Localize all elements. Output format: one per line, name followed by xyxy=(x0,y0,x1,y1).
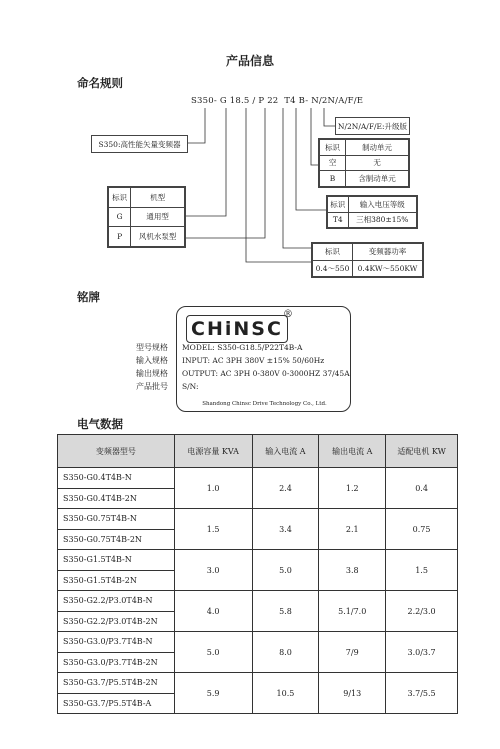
page-title: 产品信息 xyxy=(225,54,274,68)
plate-footer: Shandong Chinsc Drive Technology Co., Ltd. xyxy=(202,401,327,407)
output-current-cell: 5.1/7.0 xyxy=(319,591,386,632)
brand-logo: CHiNSC xyxy=(186,315,288,343)
type-r2c2: 风机水泵型 xyxy=(131,227,185,247)
code-p-power: 22 xyxy=(267,96,279,106)
header-kva: 电源容量 KVA xyxy=(174,435,252,468)
input-current-cell: 3.4 xyxy=(252,509,319,550)
motor-kw-cell: 2.2/3.0 xyxy=(386,591,458,632)
motor-kw-cell: 0.75 xyxy=(386,509,458,550)
label-model: 型号规格 xyxy=(136,343,168,352)
kva-cell: 1.0 xyxy=(174,468,252,509)
model-cell: S350-G2.2/P3.0T4B-N xyxy=(58,591,175,612)
brake-r2c2: 含制动单元 xyxy=(346,171,409,187)
brake-r1c1: 空 xyxy=(320,155,346,171)
model-cell: S350-G0.75T4B-2N xyxy=(58,529,175,550)
output-current-cell: 1.2 xyxy=(319,468,386,509)
table-row xyxy=(58,468,458,489)
input-current-cell: 2.4 xyxy=(252,468,319,509)
plate-serial: S/N: xyxy=(182,382,199,391)
registered-mark: ® xyxy=(283,309,293,320)
motor-kw-cell: 3.0/3.7 xyxy=(386,632,458,673)
code-upgrade: N/2N/A/F/E xyxy=(311,96,364,106)
model-cell: S350-G3.0/P3.7T4B-2N xyxy=(58,652,175,673)
type-r1c1: G xyxy=(109,207,131,227)
brake-r1c2: 无 xyxy=(346,155,409,171)
series-description-box xyxy=(91,135,188,153)
electrical-data-table xyxy=(57,434,458,714)
output-current-cell: 7/9 xyxy=(319,632,386,673)
kva-cell: 5.9 xyxy=(174,673,252,714)
kva-cell: 3.0 xyxy=(174,550,252,591)
table-row xyxy=(58,591,458,612)
model-cell: S350-G3.0/P3.7T4B-N xyxy=(58,632,175,653)
model-cell: S350-G0.75T4B-N xyxy=(58,509,175,530)
model-cell: S350-G0.4T4B-2N xyxy=(58,488,175,509)
model-cell: S350-G2.2/P3.0T4B-2N xyxy=(58,611,175,632)
voltage-r1c2: 三相380±15% xyxy=(348,212,416,228)
brake-h1: 标识 xyxy=(320,140,346,156)
power-h2: 变频器功率 xyxy=(352,244,422,261)
header-motor-kw: 适配电机 KW xyxy=(386,435,458,468)
code-dash-1: - xyxy=(213,96,217,106)
model-cell: S350-G0.4T4B-N xyxy=(58,468,175,489)
type-table xyxy=(107,186,186,248)
code-series: S350 xyxy=(191,96,214,106)
section-electrical-title: 电气数据 xyxy=(77,417,123,431)
output-current-cell: 9/13 xyxy=(319,673,386,714)
code-g: G xyxy=(219,96,227,106)
model-cell: S350-G1.5T4B-2N xyxy=(58,570,175,591)
code-dash-2: - xyxy=(305,96,309,106)
label-output: 输出规格 xyxy=(136,369,168,378)
plate-model: MODEL: S350-G18.5/P22T4B-A xyxy=(182,343,303,352)
input-current-cell: 5.0 xyxy=(252,550,319,591)
voltage-h1: 标识 xyxy=(328,197,349,213)
section-naming-title: 命名规则 xyxy=(77,76,123,90)
type-r2c1: P xyxy=(109,227,131,247)
output-current-cell: 3.8 xyxy=(319,550,386,591)
power-r1c1: 0.4～550 xyxy=(313,260,353,277)
power-h1: 标识 xyxy=(313,244,353,261)
voltage-h2: 输入电压等级 xyxy=(348,197,416,213)
table-row xyxy=(58,632,458,653)
brake-r2c1: B xyxy=(320,171,346,187)
upgrade-box xyxy=(335,117,410,135)
label-serial: 产品批号 xyxy=(136,382,168,391)
kva-cell: 5.0 xyxy=(174,632,252,673)
code-voltage: T4 xyxy=(284,96,296,106)
kva-cell: 4.0 xyxy=(174,591,252,632)
model-cell: S350-G3.7/P5.5T4B-A xyxy=(58,693,175,714)
motor-kw-cell: 1.5 xyxy=(386,550,458,591)
kva-cell: 1.5 xyxy=(174,509,252,550)
header-input-current: 输入电流 A xyxy=(252,435,319,468)
code-brake: B xyxy=(298,96,306,106)
brake-h2: 制动单元 xyxy=(346,140,409,156)
header-model: 变频器型号 xyxy=(58,435,175,468)
plate-input: INPUT: AC 3PH 380V ±15% 50/60Hz xyxy=(182,356,325,365)
table-row xyxy=(58,550,458,571)
code-p: P xyxy=(258,96,265,106)
motor-kw-cell: 3.7/5.5 xyxy=(386,673,458,714)
power-table xyxy=(311,242,424,278)
power-r1c2: 0.4KW～550KW xyxy=(352,260,422,277)
voltage-table xyxy=(326,195,418,229)
table-row xyxy=(58,673,458,694)
model-cell: S350-G3.7/P5.5T4B-2N xyxy=(58,673,175,694)
upgrade-description: N/2N/A/F/E:升级版 xyxy=(337,121,408,131)
label-input: 输入规格 xyxy=(136,356,168,365)
type-h1: 标识 xyxy=(109,188,131,208)
input-current-cell: 10.5 xyxy=(252,673,319,714)
voltage-r1c1: T4 xyxy=(328,212,349,228)
model-cell: S350-G1.5T4B-N xyxy=(58,550,175,571)
code-g-power: 18.5 xyxy=(229,96,250,106)
input-current-cell: 5.8 xyxy=(252,591,319,632)
type-r1c2: 通用型 xyxy=(131,207,185,227)
input-current-cell: 8.0 xyxy=(252,632,319,673)
section-nameplate-title: 铭牌 xyxy=(77,290,100,304)
header-output-current: 输出电流 A xyxy=(319,435,386,468)
series-description: S350:高性能矢量变频器 xyxy=(98,139,181,149)
plate-output: OUTPUT: AC 3PH 0-380V 0-3000HZ 37/45A xyxy=(182,369,350,378)
motor-kw-cell: 0.4 xyxy=(386,468,458,509)
type-h2: 机型 xyxy=(131,188,185,208)
code-slash: / xyxy=(252,96,256,106)
table-row xyxy=(58,509,458,530)
brake-table xyxy=(318,138,410,188)
output-current-cell: 2.1 xyxy=(319,509,386,550)
